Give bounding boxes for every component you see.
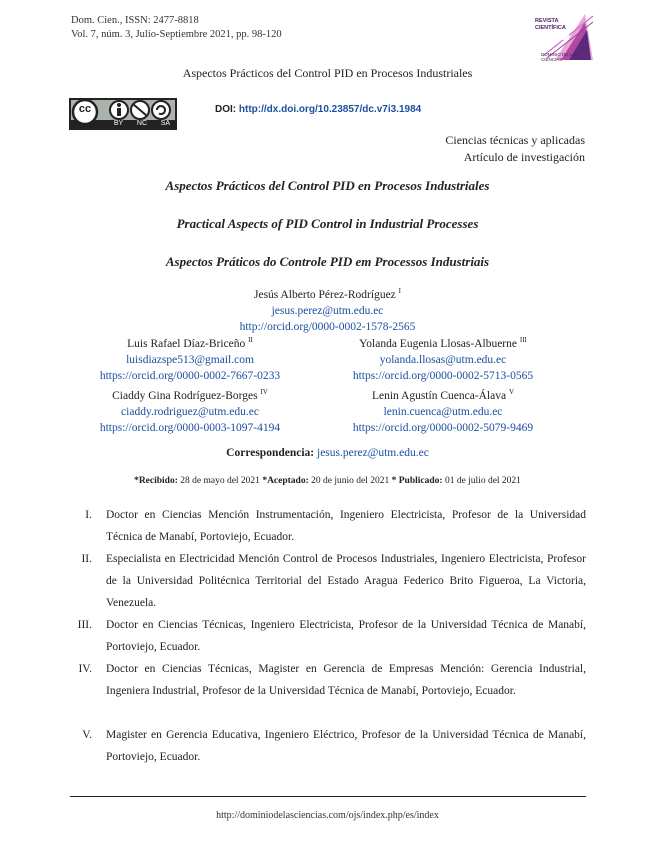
doi-line — [215, 104, 421, 115]
journal-issn: Dom. Cien., ISSN: 2477-8818 — [71, 15, 199, 26]
running-title: Aspectos Prácticos del Control PID en Procesos Industriales — [182, 66, 473, 80]
affiliation-number: V. — [82, 729, 92, 741]
affiliation-1 — [70, 504, 586, 548]
author-orcid[interactable]: http://orcid.org/0000-0002-1578-2565 — [239, 321, 416, 333]
author-sup: II — [248, 336, 253, 345]
cc-nc-label: NC — [136, 120, 148, 127]
correspondence-label: Correspondencia: — [226, 447, 315, 459]
author-orcid[interactable]: https://orcid.org/0000-0002-7667-0233 — [99, 370, 281, 382]
affiliation-text: Doctor en Ciencias Mención Instrumentación, Ingeniero Electricista, Profesor de la Universidad Técnica de Manabí, Portoviejo, Ecuador. — [106, 509, 586, 543]
affiliation-2 — [70, 548, 586, 614]
footer-divider — [70, 796, 586, 797]
author-sup: I — [398, 287, 401, 296]
published-label: * Publicado: — [391, 476, 443, 486]
logo-text: REVISTA CIENTÍFICA — [535, 18, 566, 31]
received-label: *Recibido: — [134, 476, 178, 486]
author-name: Lenin Agustín Cuenca-Álava — [371, 390, 507, 402]
author-sup: III — [519, 336, 527, 345]
title-pt: Aspectos Práticos do Controle PID em Processos Industriais — [165, 254, 490, 269]
published-date: 01 de julio del 2021 — [444, 476, 521, 486]
affiliation-4 — [70, 658, 586, 724]
title-en: Practical Aspects of PID Control in Industrial Processes — [176, 216, 479, 231]
correspondence-email[interactable]: jesus.perez@utm.edu.ec — [317, 447, 429, 459]
author-orcid[interactable]: https://orcid.org/0000-0003-1097-4194 — [99, 422, 281, 434]
affiliation-5 — [70, 724, 586, 768]
doi-label: DOI: — [215, 104, 237, 115]
received-date: 28 de mayo del 2021 — [180, 476, 260, 486]
affiliation-text: Especialista en Electricidad Mención Control de Procesos Industriales, Ingeniero Electricista, Profesor de la Universidad Politécnica Territorial del Estado Aragua Federico Brito Figueroa, La Victoria, Venezuela. — [106, 553, 586, 609]
correspondence — [0, 447, 655, 459]
author-4 — [60, 388, 320, 436]
author-email[interactable]: lenin.cuenca@utm.edu.ec — [383, 406, 503, 418]
cc-sa-label: SA — [160, 120, 171, 127]
author-name: Yolanda Eugenia Llosas-Albuerne — [359, 338, 517, 350]
accepted-date: 20 de junio del 2021 — [311, 476, 390, 486]
affiliation-number: III. — [77, 619, 92, 631]
title-es: Aspectos Prácticos del Control PID en Procesos Industriales — [165, 178, 490, 193]
author-sup: V — [508, 388, 515, 397]
author-name: Luis Rafael Díaz-Briceño — [127, 338, 246, 350]
affiliation-number: IV. — [78, 663, 92, 675]
affiliation-3 — [70, 614, 586, 658]
author-sup: IV — [260, 388, 268, 397]
author-name: Jesús Alberto Pérez-Rodríguez — [253, 289, 396, 301]
logo-subtext: DOMINIO DE LAS CIENCIAS — [541, 52, 579, 62]
author-2 — [60, 336, 320, 384]
cc-mark: cc — [78, 103, 92, 115]
author-5 — [313, 388, 573, 436]
cc-license-badge[interactable] — [69, 98, 177, 130]
accepted-label: *Aceptado: — [262, 476, 309, 486]
author-email[interactable]: jesus.perez@utm.edu.ec — [271, 305, 384, 317]
author-email[interactable]: yolanda.llosas@utm.edu.ec — [379, 354, 507, 366]
category-type: Artículo de investigación — [463, 150, 585, 164]
doi-link[interactable]: http://dx.doi.org/10.23857/dc.v7i3.1984 — [238, 104, 422, 115]
author-1 — [0, 287, 655, 335]
journal-logo — [535, 10, 595, 62]
affiliation-number: I. — [85, 509, 92, 521]
author-email[interactable]: ciaddy.rodriguez@utm.edu.ec — [121, 406, 259, 418]
affiliation-number: II. — [81, 553, 92, 565]
author-3 — [313, 336, 573, 384]
author-email[interactable]: luisdiazspe513@gmail.com — [126, 354, 254, 366]
journal-volume: Vol. 7, núm. 3, Julio-Septiembre 2021, pp. 98-120 — [71, 29, 282, 40]
affiliation-text: Doctor en Ciencias Técnicas, Magister en Gerencia de Empresas Mención: Gerencia Industrial, Ingeniera Industrial, Profesor de la Universidad Técnica de Manabí, Portoviejo, Ecuador. — [106, 663, 586, 697]
author-orcid[interactable]: https://orcid.org/0000-0002-5713-0565 — [352, 370, 534, 382]
footer-url[interactable]: http://dominiodelasciencias.com/ojs/index.php/es/index — [216, 810, 439, 821]
affiliation-text: Doctor en Ciencias Técnicas, Ingeniero Electricista, Profesor de la Universidad Técnica de Manabí, Portoviejo, Ecuador. — [106, 619, 586, 653]
author-orcid[interactable]: https://orcid.org/0000-0002-5079-9469 — [352, 422, 534, 434]
author-name: Ciaddy Gina Rodríguez-Borges — [112, 390, 258, 402]
journal-info — [71, 14, 282, 42]
cc-by-label: BY — [113, 120, 124, 127]
article-category — [445, 132, 585, 166]
category-area: Ciencias técnicas y aplicadas — [445, 133, 585, 147]
article-dates — [0, 476, 655, 486]
affiliation-text: Magister en Gerencia Educativa, Ingeniero Eléctrico, Profesor de la Universidad Técnica de Manabí, Portoviejo, Ecuador. — [106, 729, 586, 763]
